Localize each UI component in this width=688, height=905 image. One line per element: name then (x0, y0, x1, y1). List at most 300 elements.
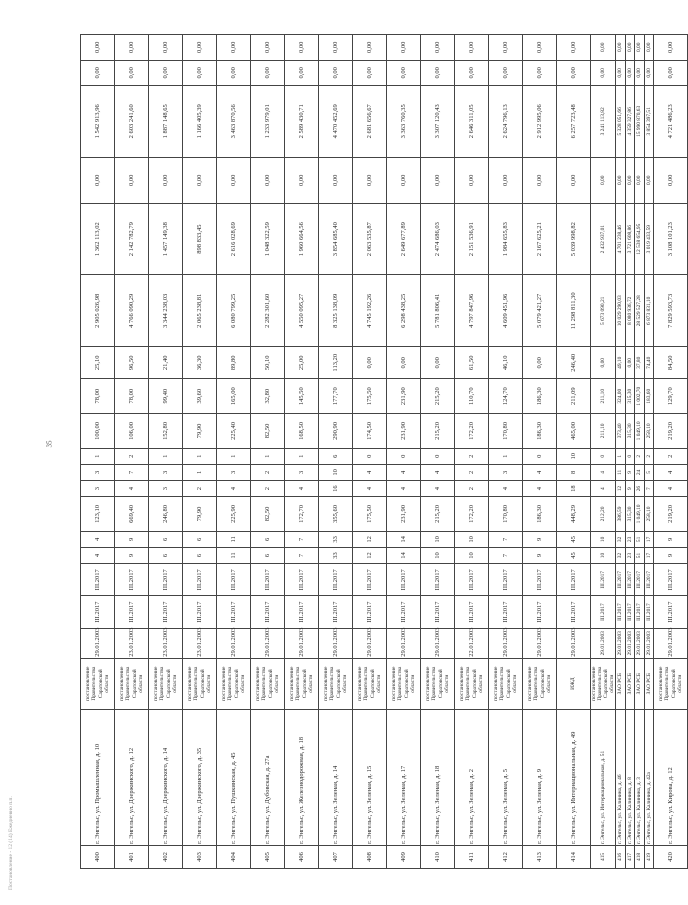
area-cell: 82,50 (251, 414, 285, 449)
area-cell: 1 049,10 (635, 497, 645, 532)
address-cell: г. Энгельс, ул. Интернациональная, д. 49 (557, 709, 591, 845)
sum-cell: 2 603 241,60 (115, 86, 149, 158)
sum-cell: 0,00 (616, 60, 626, 85)
sum-cell: 1 542 913,96 (81, 86, 115, 158)
date-cell: 29.01.2003 (644, 628, 654, 658)
count-cell: 2 (455, 481, 489, 497)
area-cell: 290,90 (319, 414, 353, 449)
cost-cell: 5 673 090,21 (591, 275, 616, 347)
count-cell: 10 (557, 448, 591, 464)
sum-cell: 0,00 (616, 35, 626, 61)
cost-cell: 2 905 026,98 (81, 275, 115, 347)
end-cell: III.2017 (625, 564, 635, 596)
sum-cell: 15 990 870,63 (635, 86, 645, 158)
sum-cell: 0,00 (81, 35, 115, 61)
area-cell: 0,00 (387, 347, 421, 379)
area-cell: 0,00 (591, 347, 616, 379)
table-row (557, 35, 591, 869)
table-row (217, 35, 251, 869)
end-cell: III.2017 (251, 564, 285, 596)
date-cell: 29.01.2003 (387, 628, 421, 658)
area-cell: 50,10 (251, 347, 285, 379)
count-cell: 33 (319, 531, 353, 547)
address-cell: г. Энгельс, ул. Зеленая, д. 17 (387, 709, 421, 845)
area-cell: 84,50 (654, 347, 688, 379)
area-cell: 1 002,70 (635, 379, 645, 414)
basis-cell: постановление Правительства Саратовской области (421, 658, 455, 709)
sum-cell: 3 019 433,59 (644, 203, 654, 275)
sum-cell: 0,00 (285, 35, 319, 61)
count-cell: 10 (591, 547, 616, 563)
row-number: 411 (455, 845, 489, 868)
start-cell: III.2017 (635, 596, 645, 628)
area-cell: 170,80 (489, 414, 523, 449)
sum-cell: 3 854 397,51 (644, 86, 654, 158)
sum-cell: 5 328 051,66 (616, 86, 626, 158)
date-cell: 23.01.2003 (183, 628, 217, 658)
sum-cell: 0,00 (616, 157, 626, 203)
row-number: 415 (591, 845, 616, 868)
area-cell: 168,50 (285, 414, 319, 449)
end-cell: III.2017 (489, 564, 523, 596)
end-cell: III.2017 (455, 564, 489, 596)
date-cell: 23.01.2003 (149, 628, 183, 658)
sum-cell: 0,00 (523, 157, 557, 203)
start-cell: III.2017 (625, 596, 635, 628)
area-cell: 39,60 (183, 379, 217, 414)
sum-cell: 0,00 (387, 60, 421, 85)
sum-cell: 2 616 028,69 (217, 203, 251, 275)
end-cell: III.2017 (217, 564, 251, 596)
sum-cell: 0,00 (489, 157, 523, 203)
count-cell: 14 (387, 531, 421, 547)
area-cell: 315,30 (625, 379, 635, 414)
sum-cell: 0,00 (455, 35, 489, 61)
date-cell: 29.01.2003 (591, 628, 616, 658)
count-cell: 1 (81, 448, 115, 464)
date-cell: 29.01.2003 (625, 628, 635, 658)
address-cell: г. Энгельс, ул. Дзержинского, д. 12 (115, 709, 149, 845)
count-cell: 3 (149, 464, 183, 480)
table-row (421, 35, 455, 869)
count-cell: 4 (81, 547, 115, 563)
area-cell: 110,70 (455, 379, 489, 414)
housing-program-table (80, 34, 688, 869)
area-cell: 79,90 (183, 414, 217, 449)
count-cell: 6 (319, 448, 353, 464)
sum-cell: 0,00 (319, 157, 353, 203)
count-cell: 6 (251, 547, 285, 563)
area-cell: 373,40 (616, 414, 626, 449)
address-cell: г. Энгельс, ул. Калинина, д. 42а (644, 709, 654, 845)
sum-cell: 0,00 (644, 157, 654, 203)
count-cell: 10 (319, 464, 353, 480)
area-cell: 175,50 (353, 379, 387, 414)
row-number: 405 (251, 845, 285, 868)
sum-cell: 2 646 311,05 (455, 86, 489, 158)
table-row (523, 35, 557, 869)
count-cell: 16 (319, 481, 353, 497)
table-body (81, 35, 688, 869)
sum-cell: 898 833,45 (183, 203, 217, 275)
count-cell: 1 (616, 448, 626, 464)
count-cell: 12 (353, 547, 387, 563)
count-cell: 17 (644, 531, 654, 547)
count-cell: 4 (387, 464, 421, 480)
sum-cell: 4 721 486,23 (654, 86, 688, 158)
count-cell: 7 (489, 531, 523, 547)
address-cell: г. Энгельс, ул. Дзержинского, д. 14 (149, 709, 183, 845)
date-cell: 29.01.2003 (319, 628, 353, 658)
count-cell: 4 (217, 481, 251, 497)
table-row (387, 35, 421, 869)
sum-cell: 2 151 536,91 (455, 203, 489, 275)
area-cell: 172,70 (285, 497, 319, 532)
end-cell: III.2017 (81, 564, 115, 596)
count-cell: 6 (251, 531, 285, 547)
area-cell: 315,30 (625, 414, 635, 449)
sum-cell: 2 912 995,06 (523, 86, 557, 158)
row-number: 417 (625, 845, 635, 868)
count-cell: 0 (387, 448, 421, 464)
area-cell: 152,80 (149, 414, 183, 449)
count-cell: 51 (635, 531, 645, 547)
sum-cell: 0,00 (115, 157, 149, 203)
start-cell: III.2017 (421, 596, 455, 628)
area-cell: 355,60 (319, 497, 353, 532)
cost-cell: 8 080 936,72 (625, 275, 635, 347)
table-row (353, 35, 387, 869)
count-cell: 33 (319, 547, 353, 563)
count-cell: 8 (557, 464, 591, 480)
area-cell: 170,80 (489, 497, 523, 532)
area-cell: 37,80 (635, 347, 645, 379)
count-cell: 2 (251, 481, 285, 497)
basis-cell: постановление Правительства Саратовской области (489, 658, 523, 709)
end-cell: III.2017 (616, 564, 626, 596)
sum-cell: 0,00 (625, 60, 635, 85)
count-cell: 0 (625, 448, 635, 464)
count-cell: 3 (217, 464, 251, 480)
address-cell: г. Энгельс, ул. Зеленая, д. 9 (523, 709, 557, 845)
sum-cell: 0,00 (644, 35, 654, 61)
count-cell: 32 (616, 531, 626, 547)
area-cell: 211,10 (591, 379, 616, 414)
sum-cell: 0,00 (285, 60, 319, 85)
sum-cell: 0,00 (489, 60, 523, 85)
sum-cell: 0,00 (635, 35, 645, 61)
area-cell: 258,10 (644, 414, 654, 449)
sum-cell: 3 307 120,43 (421, 86, 455, 158)
count-cell: 9 (654, 531, 688, 547)
end-cell: III.2017 (644, 564, 654, 596)
sum-cell: 3 721 608,86 (625, 203, 635, 275)
sum-cell: 0,00 (183, 60, 217, 85)
cost-cell: 4 797 847,96 (455, 275, 489, 347)
cost-cell: 28 529 527,28 (635, 275, 645, 347)
address-cell: г. Энгельс, ул. Кирова, д. 12 (654, 709, 688, 845)
address-cell: г. Энгельс, ул. Зеленая, д. 2 (455, 709, 489, 845)
start-cell: III.2017 (591, 596, 616, 628)
start-cell: III.2017 (353, 596, 387, 628)
count-cell: 9 (523, 531, 557, 547)
sum-cell: 2 681 656,67 (353, 86, 387, 158)
count-cell: 12 (353, 531, 387, 547)
end-cell: III.2017 (285, 564, 319, 596)
sum-cell: 0,00 (557, 60, 591, 85)
count-cell: 14 (387, 547, 421, 563)
area-cell: 315,30 (625, 497, 635, 532)
basis-cell: ИЖД (557, 658, 591, 709)
sum-cell: 2 589 430,71 (285, 86, 319, 158)
date-cell: 29.01.2003 (217, 628, 251, 658)
count-cell: 45 (557, 531, 591, 547)
area-cell: 211,09 (557, 379, 591, 414)
cost-cell: 4 766 090,29 (115, 275, 149, 347)
date-cell: 29.01.2003 (251, 628, 285, 658)
area-cell: 212,20 (591, 497, 616, 532)
end-cell: III.2017 (654, 564, 688, 596)
area-cell: 186,30 (523, 497, 557, 532)
sum-cell: 0,00 (591, 35, 616, 61)
row-number: 414 (557, 845, 591, 868)
start-cell: III.2017 (644, 596, 654, 628)
basis-cell: постановление Правительства Саратовской области (251, 658, 285, 709)
sum-cell: 0,00 (455, 60, 489, 85)
area-cell: 465,00 (557, 414, 591, 449)
row-number: 407 (319, 845, 353, 868)
sum-cell: 4 359 327,86 (625, 86, 635, 158)
sum-cell: 0,00 (635, 157, 645, 203)
sum-cell: 4 470 452,69 (319, 86, 353, 158)
count-cell: 11 (616, 464, 626, 480)
address-cell: г. Энгельс, ул. Зеленая, д. 5 (489, 709, 523, 845)
start-cell: III.2017 (217, 596, 251, 628)
count-cell: 9 (625, 464, 635, 480)
sum-cell: 0,00 (319, 60, 353, 85)
sum-cell: 1 457 149,38 (149, 203, 183, 275)
end-cell: III.2017 (115, 564, 149, 596)
table-row (654, 35, 688, 869)
basis-cell: постановление Правительства Саратовской области (353, 658, 387, 709)
count-cell: 4 (654, 481, 688, 497)
count-cell: 2 (183, 481, 217, 497)
date-cell: 29.01.2003 (489, 628, 523, 658)
sum-cell: 0,00 (183, 157, 217, 203)
end-cell: III.2017 (319, 564, 353, 596)
basis-cell: постановление Правительства Саратовской области (319, 658, 353, 709)
date-cell: 29.01.2003 (557, 628, 591, 658)
area-cell: 124,70 (489, 379, 523, 414)
table-row (81, 35, 115, 869)
basis-cell: ЗАО РСБ (616, 658, 626, 709)
count-cell: 12 (616, 481, 626, 497)
area-cell: 219,20 (654, 497, 688, 532)
count-cell: 4 (387, 481, 421, 497)
footer-text: Постановление - 12 (14) Ежедневно п.п. (8, 796, 14, 890)
area-cell: 78,00 (81, 379, 115, 414)
area-cell: 165,00 (217, 379, 251, 414)
start-cell: III.2017 (319, 596, 353, 628)
start-cell: III.2017 (387, 596, 421, 628)
sum-cell: 0,00 (421, 60, 455, 85)
area-cell: 448,29 (557, 497, 591, 532)
table-row (285, 35, 319, 869)
area-cell: 0,00 (523, 347, 557, 379)
area-cell: 225,40 (217, 414, 251, 449)
end-cell: III.2017 (635, 564, 645, 596)
table-row (183, 35, 217, 869)
sum-cell: 12 538 654,95 (635, 203, 645, 275)
date-cell: 29.01.2003 (285, 628, 319, 658)
sum-cell: 0,00 (285, 157, 319, 203)
basis-cell: постановление Правительства Саратовской области (149, 658, 183, 709)
address-cell: г. Энгельс, ул. Пушкинская, д. 45 (217, 709, 251, 845)
row-number: 403 (183, 845, 217, 868)
start-cell: III.2017 (115, 596, 149, 628)
cost-cell: 4 609 451,96 (489, 275, 523, 347)
count-cell: 11 (217, 547, 251, 563)
count-cell: 2 (644, 448, 654, 464)
basis-cell: ЗАО РСБ (644, 658, 654, 709)
area-cell: 96,50 (115, 347, 149, 379)
count-cell: 4 (489, 481, 523, 497)
count-cell: 3 (81, 481, 115, 497)
area-cell: 25,10 (81, 347, 115, 379)
area-cell: 46,10 (489, 347, 523, 379)
count-cell: 4 (591, 481, 616, 497)
address-cell: г. Энгельс, ул. Дубовская, д. 27а (251, 709, 285, 845)
count-cell: 1 (183, 448, 217, 464)
count-cell: 1 (489, 448, 523, 464)
count-cell: 2 (115, 448, 149, 464)
count-cell: 23 (625, 531, 635, 547)
date-cell: 29.01.2003 (635, 628, 645, 658)
date-cell: 29.01.2003 (654, 628, 688, 658)
date-cell: 29.01.2003 (616, 628, 626, 658)
cost-cell: 2 065 238,81 (183, 275, 217, 347)
count-cell: 1 (149, 448, 183, 464)
basis-cell: постановление Правительства Саратовской области (523, 658, 557, 709)
sum-cell: 0,00 (387, 35, 421, 61)
cost-cell: 5 079 421,27 (523, 275, 557, 347)
basis-cell: ЗАО РСБ (635, 658, 645, 709)
count-cell: 0 (421, 448, 455, 464)
count-cell: 4 (353, 464, 387, 480)
basis-cell: постановление Правительства Саратовской области (285, 658, 319, 709)
area-cell: 100,00 (81, 414, 115, 449)
count-cell: 7 (285, 547, 319, 563)
table-row (616, 35, 626, 869)
area-cell: 225,90 (217, 497, 251, 532)
sum-cell: 0,00 (557, 35, 591, 61)
row-number: 401 (115, 845, 149, 868)
count-cell: 51 (635, 547, 645, 563)
sum-cell: 0,00 (523, 35, 557, 61)
count-cell: 9 (523, 547, 557, 563)
sum-cell: 4 701 238,46 (616, 203, 626, 275)
start-cell: III.2017 (616, 596, 626, 628)
area-cell: 172,20 (455, 497, 489, 532)
area-cell: 211,10 (591, 414, 616, 449)
sum-cell: 0,00 (217, 35, 251, 61)
area-cell: 145,50 (285, 379, 319, 414)
table-row (591, 35, 616, 869)
basis-cell: постановление Правительства Саратовской области (591, 658, 616, 709)
start-cell: III.2017 (81, 596, 115, 628)
count-cell: 0 (591, 448, 616, 464)
sum-cell: 0,00 (149, 35, 183, 61)
cost-cell: 6 298 438,25 (387, 275, 421, 347)
start-cell: III.2017 (183, 596, 217, 628)
count-cell: 6 (149, 547, 183, 563)
table-row (644, 35, 654, 869)
area-cell: 99,40 (149, 379, 183, 414)
start-cell: III.2017 (149, 596, 183, 628)
sum-cell: 0,00 (183, 35, 217, 61)
area-cell: 215,20 (421, 497, 455, 532)
address-cell: г. Энгельс, ул. Зеленая, д. 14 (319, 709, 353, 845)
date-cell: 29.01.2003 (421, 628, 455, 658)
sum-cell: 0,00 (149, 157, 183, 203)
page-number: 35 (45, 440, 54, 448)
sum-cell: 0,00 (455, 157, 489, 203)
end-cell: III.2017 (557, 564, 591, 596)
end-cell: III.2017 (591, 564, 616, 596)
area-cell: 36,30 (183, 347, 217, 379)
count-cell: 4 (115, 481, 149, 497)
area-cell: 79,90 (183, 497, 217, 532)
count-cell: 18 (557, 481, 591, 497)
cost-cell: 4 745 192,26 (353, 275, 387, 347)
row-number: 408 (353, 845, 387, 868)
sum-cell: 0,00 (251, 35, 285, 61)
count-cell: 10 (421, 531, 455, 547)
sum-cell: 0,00 (149, 60, 183, 85)
sum-cell: 2 142 782,79 (115, 203, 149, 275)
count-cell: 10 (455, 547, 489, 563)
count-cell: 10 (421, 547, 455, 563)
area-cell: 669,40 (115, 497, 149, 532)
count-cell: 5 (644, 464, 654, 480)
sum-cell: 0,00 (654, 35, 688, 61)
count-cell: 45 (557, 547, 591, 563)
table-row (319, 35, 353, 869)
area-cell: 0,00 (625, 347, 635, 379)
date-cell: 29.01.2003 (81, 628, 115, 658)
area-cell: 246,40 (557, 347, 591, 379)
basis-cell: постановление Правительства Саратовской области (217, 658, 251, 709)
row-number: 418 (635, 845, 645, 868)
sum-cell: 1 887 148,65 (149, 86, 183, 158)
count-cell: 1 (251, 448, 285, 464)
sum-cell: 0,00 (217, 60, 251, 85)
area-cell: 215,20 (421, 414, 455, 449)
table-row (625, 35, 635, 869)
count-cell: 4 (421, 481, 455, 497)
area-cell: 21,40 (149, 347, 183, 379)
sum-cell: 2 474 686,03 (421, 203, 455, 275)
count-cell: 4 (654, 464, 688, 480)
count-cell: 3 (285, 464, 319, 480)
date-cell: 29.01.2003 (523, 628, 557, 658)
cost-cell: 2 282 301,60 (251, 275, 285, 347)
address-cell: г. Энгельс, ул. Калинина, д. 8 (625, 709, 635, 845)
rotated-table-wrapper (80, 34, 683, 869)
count-cell: 3 (149, 481, 183, 497)
sum-cell: 1 984 655,83 (489, 203, 523, 275)
count-cell: 2 (455, 448, 489, 464)
